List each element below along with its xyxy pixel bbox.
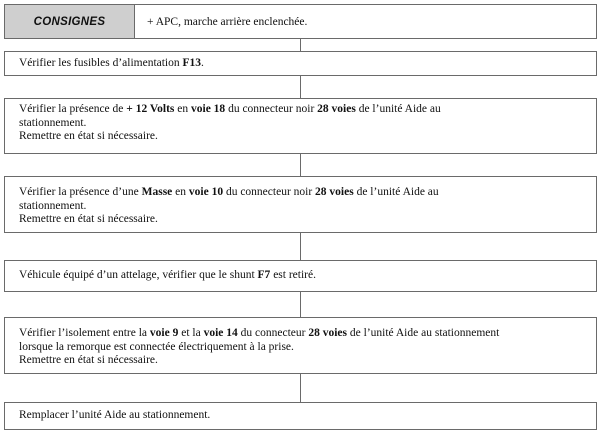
step-text-line <box>19 269 316 283</box>
text-run: Vérifier la présence de <box>19 103 127 115</box>
flow-connector <box>300 76 301 98</box>
step-check-shunt <box>4 260 597 292</box>
bold-term: voie 14 <box>203 327 238 339</box>
step-check-isolation <box>4 317 597 374</box>
flow-connector <box>300 374 301 402</box>
flow-connector <box>300 39 301 51</box>
text-run: est retiré. <box>270 269 316 282</box>
bold-term: 28 voies <box>315 186 354 198</box>
text-run: et la <box>178 327 204 339</box>
text-run: Remettre en état si nécessaire. <box>19 213 158 225</box>
text-run: stationnement. <box>19 199 87 212</box>
step-text-line <box>19 103 596 117</box>
step-text-line <box>19 327 596 341</box>
bold-term: F13 <box>182 56 202 69</box>
step-text-line <box>19 57 204 71</box>
consignes-box <box>4 4 597 39</box>
step-replace-unit <box>4 402 597 430</box>
consignes-text: + APC, marche arrière enclenchée. <box>147 15 308 28</box>
flow-connector <box>300 154 301 176</box>
text-run: Vérifier les fusibles d’alimentation <box>19 56 183 69</box>
step-text-line <box>19 341 596 355</box>
step-text-line <box>19 354 596 368</box>
bold-term: voie 18 <box>191 103 226 115</box>
step-check-12-volts <box>4 98 597 154</box>
step-text-line <box>19 186 596 200</box>
bold-term: voie 9 <box>149 327 179 339</box>
flow-connector <box>300 292 301 317</box>
text-run: Vérifier l’isolement entre la <box>19 327 150 339</box>
text-run: en <box>174 103 191 115</box>
step-check-ground <box>4 176 597 233</box>
bold-term: F7 <box>257 269 271 282</box>
bold-term: Masse <box>141 186 173 198</box>
text-run: de l’unité Aide au <box>355 103 441 115</box>
text-run: de l’unité Aide au <box>353 186 439 198</box>
step-text-line <box>19 130 596 144</box>
text-run: Remettre en état si nécessaire. <box>19 130 158 142</box>
bold-term: 28 voies <box>317 103 356 115</box>
bold-term: + 12 Volts <box>126 103 175 115</box>
bold-term: voie 10 <box>188 186 224 198</box>
text-run: du connecteur <box>237 327 309 339</box>
text-run: de l’unité Aide au stationnement <box>347 327 500 339</box>
bold-term: 28 voies <box>308 327 348 339</box>
step-text-line <box>19 213 596 227</box>
text-run: stationnement. <box>19 116 87 129</box>
text-run: du connecteur noir <box>225 103 318 115</box>
flow-connector <box>300 233 301 260</box>
text-run: . <box>201 56 204 69</box>
text-run: Vérifier la présence d’une <box>19 186 142 198</box>
step-check-fuses <box>4 51 597 76</box>
step-text-line <box>19 117 596 131</box>
text-run: du connecteur noir <box>223 186 316 198</box>
step-text-line <box>19 409 210 423</box>
step-text-line <box>19 200 596 214</box>
text-run: lorsque la remorque est connectée électriquement à la prise. <box>19 340 294 353</box>
text-run: en <box>172 186 189 198</box>
text-run: Remettre en état si nécessaire. <box>19 354 158 366</box>
text-run: Véhicule équipé d’un attelage, vérifier que le shunt <box>19 269 258 282</box>
text-run: Remplacer l’unité Aide au stationnement. <box>19 409 211 422</box>
consignes-label: CONSIGNES <box>5 5 135 38</box>
